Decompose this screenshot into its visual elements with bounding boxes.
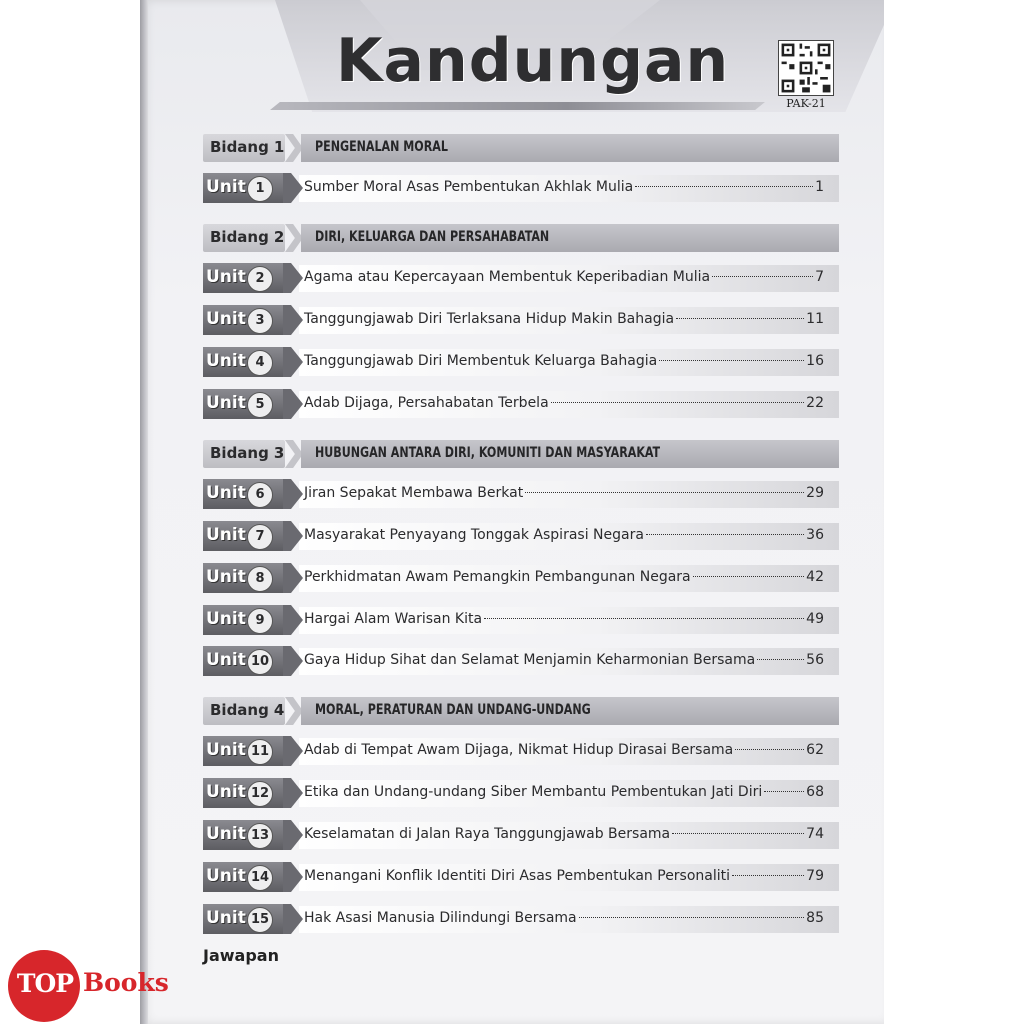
unit-number: 14 <box>247 865 273 891</box>
page-number: 74 <box>806 826 824 842</box>
topbooks-logo-top: TOP <box>16 969 74 998</box>
toc-entry-unit-2[interactable] <box>203 263 839 293</box>
unit-number: 3 <box>247 308 273 334</box>
bidang-label: Bidang 1 <box>210 138 285 156</box>
unit-label: Unit <box>206 650 246 670</box>
page-number: 62 <box>806 742 824 758</box>
toc-entry-unit-3[interactable] <box>203 305 839 335</box>
unit-title: Adab di Tempat Awam Dijaga, Nikmat Hidup Dirasai Bersama <box>304 742 734 758</box>
page-number: 56 <box>806 652 824 668</box>
unit-label: Unit <box>206 782 246 802</box>
unit-title: Jiran Sepakat Membawa Berkat <box>304 485 524 501</box>
unit-label: Unit <box>206 866 246 886</box>
bidang-title: HUBUNGAN ANTARA DIRI, KOMUNITI DAN MASYARAKAT <box>315 445 661 461</box>
dot-leader <box>757 659 804 660</box>
unit-number: 4 <box>247 350 273 376</box>
book-page <box>140 0 884 1024</box>
unit-label: Unit <box>206 908 246 928</box>
page-number: 29 <box>806 485 824 501</box>
toc-entry-unit-6[interactable] <box>203 479 839 509</box>
unit-label: Unit <box>206 525 246 545</box>
dot-leader <box>735 749 804 750</box>
page-number: 16 <box>806 353 824 369</box>
unit-label: Unit <box>206 824 246 844</box>
page-spine <box>140 0 148 1024</box>
unit-label: Unit <box>206 609 246 629</box>
toc-entry-unit-11[interactable] <box>203 736 839 766</box>
page-number: 11 <box>806 311 824 327</box>
bidang-label: Bidang 2 <box>210 228 285 246</box>
page-number: 1 <box>815 179 824 195</box>
unit-label: Unit <box>206 393 246 413</box>
unit-number: 6 <box>247 482 273 508</box>
dot-leader <box>646 534 804 535</box>
unit-title: Hak Asasi Manusia Dilindungi Bersama <box>304 910 577 926</box>
topbooks-logo-books: Books <box>83 968 169 997</box>
toc-entry-unit-15[interactable] <box>203 904 839 934</box>
qr-code-label: PAK-21 <box>786 97 826 110</box>
jawapan-link[interactable]: Jawapan <box>203 946 279 965</box>
unit-label: Unit <box>206 483 246 503</box>
unit-number: 2 <box>247 266 273 292</box>
toc-entry-unit-13[interactable] <box>203 820 839 850</box>
dot-leader <box>732 875 804 876</box>
title-underline <box>270 102 765 110</box>
page-number: 68 <box>806 784 824 800</box>
unit-label: Unit <box>206 351 246 371</box>
unit-number: 9 <box>247 608 273 634</box>
unit-title: Menangani Konflik Identiti Diri Asas Pembentukan Personaliti <box>304 868 731 884</box>
unit-title: Etika dan Undang-undang Siber Membantu Pembentukan Jati Diri <box>304 784 763 800</box>
page-number: 85 <box>806 910 824 926</box>
unit-title: Agama atau Kepercayaan Membentuk Keperibadian Mulia <box>304 269 711 285</box>
unit-title: Perkhidmatan Awam Pemangkin Pembangunan Negara <box>304 569 691 585</box>
page-number: 7 <box>815 269 824 285</box>
dot-leader <box>712 276 813 277</box>
dot-leader <box>672 833 804 834</box>
page-number: 36 <box>806 527 824 543</box>
unit-title: Sumber Moral Asas Pembentukan Akhlak Mulia <box>304 179 634 195</box>
dot-leader <box>659 360 804 361</box>
bidang-title: DIRI, KELUARGA DAN PERSAHABATAN <box>315 229 550 245</box>
toc-entry-unit-8[interactable] <box>203 563 839 593</box>
dot-leader <box>635 186 813 187</box>
unit-number: 8 <box>247 566 273 592</box>
unit-label: Unit <box>206 567 246 587</box>
bidang-header-4 <box>203 697 839 725</box>
dot-leader <box>676 318 804 319</box>
bidang-label: Bidang 4 <box>210 701 285 719</box>
unit-number: 5 <box>247 392 273 418</box>
page-number: 22 <box>806 395 824 411</box>
unit-title: Adab Dijaga, Persahabatan Terbela <box>304 395 549 411</box>
toc-entry-unit-9[interactable] <box>203 605 839 635</box>
unit-label: Unit <box>206 267 246 287</box>
unit-number: 15 <box>247 907 273 933</box>
dot-leader <box>579 917 805 918</box>
bidang-title: PENGENALAN MORAL <box>315 139 448 155</box>
toc-entry-unit-12[interactable] <box>203 778 839 808</box>
unit-title: Masyarakat Penyayang Tonggak Aspirasi Negara <box>304 527 644 543</box>
qr-code-icon[interactable] <box>778 40 834 96</box>
unit-title: Tanggungjawab Diri Terlaksana Hidup Makin Bahagia <box>304 311 675 327</box>
dot-leader <box>764 791 804 792</box>
bidang-header-1 <box>203 134 839 162</box>
unit-title: Tanggungjawab Diri Membentuk Keluarga Bahagia <box>304 353 658 369</box>
unit-number: 12 <box>247 781 273 807</box>
toc-entry-unit-14[interactable] <box>203 862 839 892</box>
unit-number: 13 <box>247 823 273 849</box>
bidang-header-3 <box>203 440 839 468</box>
toc-entry-unit-10[interactable] <box>203 646 839 676</box>
bidang-title: MORAL, PERATURAN DAN UNDANG-UNDANG <box>315 702 591 718</box>
page-number: 42 <box>806 569 824 585</box>
toc-entry-unit-5[interactable] <box>203 389 839 419</box>
dot-leader <box>525 492 804 493</box>
dot-leader <box>484 618 804 619</box>
unit-title: Hargai Alam Warisan Kita <box>304 611 483 627</box>
unit-label: Unit <box>206 740 246 760</box>
unit-number: 11 <box>247 739 273 765</box>
dot-leader <box>551 402 805 403</box>
unit-number: 1 <box>247 176 273 202</box>
unit-title: Gaya Hidup Sihat dan Selamat Menjamin Keharmonian Bersama <box>304 652 756 668</box>
page-title: Kandungan <box>336 26 730 96</box>
bidang-header-2 <box>203 224 839 252</box>
unit-number: 7 <box>247 524 273 550</box>
unit-label: Unit <box>206 177 246 197</box>
toc-entry-unit-1[interactable] <box>203 173 839 203</box>
unit-number: 10 <box>247 649 273 675</box>
page-number: 79 <box>806 868 824 884</box>
bidang-label: Bidang 3 <box>210 444 285 462</box>
toc-entry-unit-7[interactable] <box>203 521 839 551</box>
unit-title: Keselamatan di Jalan Raya Tanggungjawab Bersama <box>304 826 671 842</box>
unit-label: Unit <box>206 309 246 329</box>
toc-entry-unit-4[interactable] <box>203 347 839 377</box>
dot-leader <box>693 576 805 577</box>
page-number: 49 <box>806 611 824 627</box>
